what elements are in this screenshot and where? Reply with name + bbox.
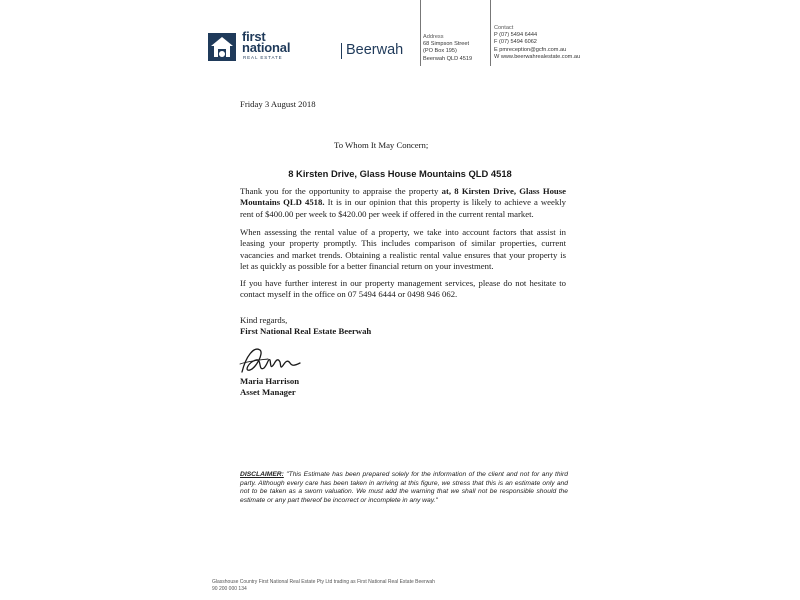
disclaimer-text: "This Estimate has been prepared solely for the information of the client and not for any third party. Although every care has been taken in arriving at this figure, we stress that this is an estimate only and not to be taken as a sworn valuation. We must add the warning that we shall not be responsible should the estimate or any part thereof be incorrect or incomplete in any way.": [240, 471, 568, 504]
address-line-2: (PO Box 195): [423, 48, 457, 55]
p1-intro: Thank you for the opportunity to appraise the property: [240, 186, 442, 196]
footer-abn: 90 200 000 134: [212, 586, 247, 592]
header-divider-left: [420, 0, 421, 66]
p1-property: at, 8 Kirsten Drive, Glass House Mountains QLD 4518.: [240, 186, 566, 208]
company-signoff: First National Real Estate Beerwah: [240, 326, 372, 336]
address-line-3: Beerwah QLD 4519: [423, 55, 473, 62]
p1-rent: It is in our opinion that this property is likely to achieve a weekly rent of $400.00 per week to $420.00 per week if offered in the current rental market.: [240, 197, 566, 219]
paragraph-contact: If you have further interest in our property management services, please do not hesitate to contact myself in the office on 07 5494 6444 or 0498 946 062.: [240, 278, 566, 300]
signer-title: Asset Manager: [240, 387, 296, 397]
header-address: [423, 34, 472, 63]
logo-word-national: national: [242, 40, 291, 55]
address-line-1: 68 Simpson Street: [423, 41, 470, 48]
address-heading: Address: [423, 34, 444, 40]
footer: [212, 579, 435, 593]
letter-date: Friday 3 August 2018: [240, 99, 316, 109]
logo-house-icon: [205, 31, 239, 63]
header-contact: [494, 25, 580, 61]
contact-web: W www.beerwahrealestate.com.au: [494, 53, 581, 60]
paragraph-assessment: When assessing the rental value of a property, we take into account factors that assist in leasing your property promptly. This includes comparison of similar properties, current vacancies and market trends. Obtaining a realistic rental value ensures that your property is let as quickly as possible for a better financial return on your investment.: [240, 227, 566, 272]
salutation: To Whom It May Concern;: [334, 140, 429, 150]
paragraph-appraisal: [240, 186, 566, 220]
property-heading: 8 Kirsten Drive, Glass House Mountains QLD 4518: [288, 168, 512, 179]
closing: Kind regards,: [240, 315, 288, 325]
logo-office-name: Beerwah: [346, 42, 404, 58]
contact-email: E pmreception@gcfn.com.au: [494, 46, 567, 53]
contact-phone: P (07) 5494 6444: [494, 32, 538, 39]
disclaimer: [240, 471, 568, 505]
header-divider-right: [490, 0, 491, 66]
logo-tagline: REAL ESTATE: [243, 55, 283, 60]
contact-heading: Contact: [494, 25, 514, 31]
logo-word-first: first: [242, 29, 266, 44]
signature-icon: [238, 342, 302, 378]
signer-name: Maria Harrison: [240, 376, 300, 386]
disclaimer-label: DISCLAIMER:: [240, 471, 284, 478]
logo-divider: [341, 43, 342, 59]
contact-fax: F (07) 5494 6062: [494, 39, 537, 46]
company-logo: [205, 29, 404, 66]
footer-company: Glasshouse Country First National Real Estate Pty Ltd trading as First National Real Estate Beerwah: [212, 579, 435, 585]
